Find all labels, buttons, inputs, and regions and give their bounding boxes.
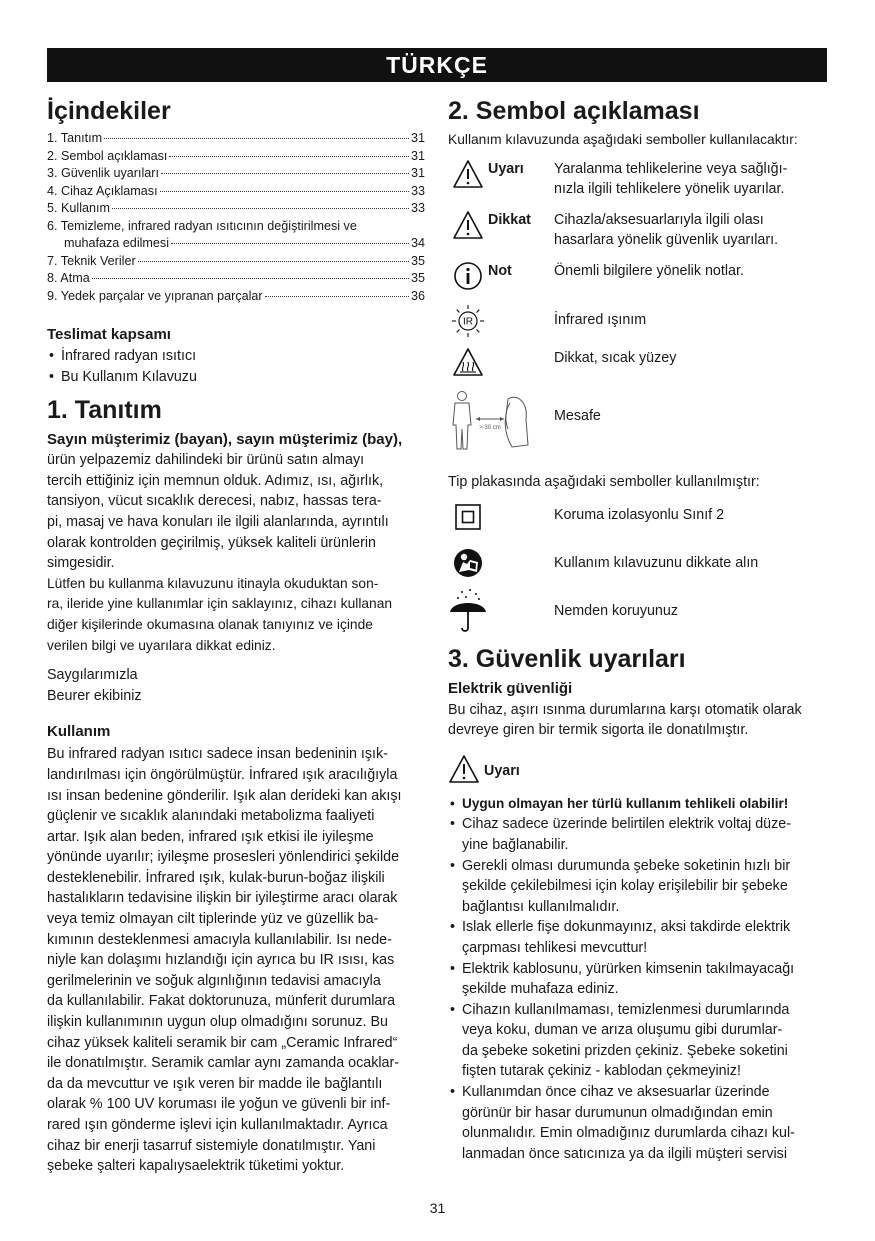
warning-triangle-icon xyxy=(448,754,484,789)
contents-title: İçindekiler xyxy=(47,97,171,125)
text-line: kımının desteklenmesi amacıyla kullanılabilir. Isı nede- xyxy=(47,931,392,948)
caution-triangle-icon xyxy=(448,210,488,240)
text-line: cihaz yüksek kaliteli seramik bir cam „Ceramic Infrared“ xyxy=(47,1034,398,1051)
text-line: şekilde muhafaza ediniz. xyxy=(462,981,619,998)
closing-line: Saygılarımızla xyxy=(47,667,138,684)
toc-leader xyxy=(161,173,409,174)
toc-label: 7. Teknik Veriler xyxy=(47,253,136,268)
plate-intro: Tip plakasında aşağıdaki semboller kullanılmıştır: xyxy=(448,473,760,490)
hot-surface-icon xyxy=(448,345,488,379)
safety-bullet xyxy=(448,1000,828,1082)
svg-text:IR: IR xyxy=(463,316,473,328)
text-line: görünür bir hasar durumunun olmadığından emin xyxy=(462,1104,773,1121)
text-line: yönünde uyarılır; iyileşme prosesleri yönlendirici şekilde xyxy=(47,849,400,866)
warning-label: Uyarı xyxy=(484,763,520,780)
toc-leader xyxy=(171,243,409,244)
toc-entry[interactable] xyxy=(47,130,425,148)
text-line: ürün yelpazemiz dahilindeki bir ürünü satın almayı xyxy=(47,452,365,469)
text-line: ra, ileride yine kullanımlar için saklayınız, cihazı kullanan xyxy=(47,596,393,612)
text-line: verilen bilgi ve uyarılara dikkat ediniz. xyxy=(47,637,276,653)
safety-bullet xyxy=(448,794,828,815)
toc-leader xyxy=(104,138,409,139)
symbol-row xyxy=(448,261,828,291)
delivery-item: • Bu Kullanım Kılavuzu xyxy=(47,367,425,388)
text-line: şekilde çekilebilmesi için kolay erişilebilir bir şebeke xyxy=(462,878,788,895)
table-of-contents xyxy=(47,130,425,305)
page-number: 31 xyxy=(429,1200,446,1216)
toc-label: 2. Sembol açıklaması xyxy=(47,148,168,163)
language-banner: TÜRKÇE xyxy=(47,48,827,82)
plate-symbol-description: Kullanım kılavuzunu dikkate alın xyxy=(554,554,759,571)
text-line: fişten tutarak çekiniz - kablodan çekmeyiniz! xyxy=(462,1063,741,1080)
safety-bullet xyxy=(448,959,828,1000)
toc-label: 9. Yedek parçalar ve yıpranan parçalar xyxy=(47,288,263,303)
toc-page: 33 xyxy=(410,183,425,198)
text-line: çarpması tehlikesi mevcuttur! xyxy=(462,939,648,956)
toc-entry[interactable] xyxy=(47,270,425,288)
toc-entry[interactable] xyxy=(47,148,425,166)
toc-label: 4. Cihaz Açıklaması xyxy=(47,183,158,198)
text-line: Lütfen bu kullanma kılavuzunu itinayla okuduktan son- xyxy=(47,575,379,591)
text-line: yine bağlanabilir. xyxy=(462,836,569,853)
toc-entry[interactable] xyxy=(47,165,425,183)
symbol-row xyxy=(448,159,828,200)
toc-entry[interactable] xyxy=(47,288,425,306)
plate-symbol-description: Koruma izolasyonlu Sınıf 2 xyxy=(554,506,725,523)
intro-title: 1. Tanıtım xyxy=(47,396,162,425)
intro-paragraph xyxy=(47,574,425,656)
text-line: bağlantısı kullanılmalıdır. xyxy=(462,898,620,915)
text-line: olunmalıdır. Emin olmadığınız durumlarda cihazı kul- xyxy=(462,1125,795,1142)
symbol-row xyxy=(448,303,828,339)
toc-entry[interactable] xyxy=(47,253,425,271)
text-line: tercih ettiğiniz için memnun olduk. Adımız, ısı, ağırlık, xyxy=(47,472,384,489)
symbol-label: Not xyxy=(488,262,512,279)
toc-page: 35 xyxy=(410,253,425,268)
infrared-radiation-icon xyxy=(448,303,488,339)
text-line: artar. Işık alan beden, infrared ışık etkisi ile iyileşme xyxy=(47,828,374,845)
text-line: ısı insan bedenine gönderilir. Işık alan derideki kan akışı xyxy=(47,787,402,804)
text-line: da kullanılabilir. Fakat doktorunuza, münferit durumlara xyxy=(47,993,396,1010)
symbol-description: Önemli bilgilere yönelik notlar. xyxy=(554,262,744,279)
toc-label: 3. Güvenlik uyarıları xyxy=(47,166,159,180)
usage-title: Kullanım xyxy=(47,723,111,741)
text-line: • Cihazın kullanılmaması, temizlenmesi durumlarında xyxy=(462,1001,790,1018)
warning-triangle-icon xyxy=(448,159,488,189)
toc-label: muhafaza edilmesi xyxy=(64,236,169,250)
plate-symbol-description: Nemden koruyunuz xyxy=(554,602,678,619)
safety-title: 3. Güvenlik uyarıları xyxy=(448,644,686,673)
text-line: Bu infrared radyan ısıtıcı sadece insan bedeninin ışık- xyxy=(47,746,388,763)
text-line: güçlenir ve sıcaklık alanındaki metabolizma faaliyeti xyxy=(47,808,375,825)
info-icon xyxy=(448,261,488,291)
text-line: olarak kontrolden geçirilmiş, yüksek kaliteli ürünlerin xyxy=(47,534,376,551)
text-line: desteklenebilir. İnfrared ışık, kulak-burun-boğaz ilişkili xyxy=(47,869,385,886)
symbols-title: 2. Sembol açıklaması xyxy=(448,97,700,125)
symbol-row xyxy=(448,389,828,458)
safety-bullet xyxy=(448,856,828,918)
symbol-label: Dikkat xyxy=(488,211,531,228)
symbol-description: Dikkat, sıcak yüzey xyxy=(554,349,677,366)
symbol-description: Mesafe xyxy=(554,407,601,424)
text-line: • Gerekli olması durumunda şebeke soketinin hızlı bir xyxy=(462,857,791,874)
text-line: tansiyon, vücut sıcaklık derecesi, nabız, hassas tera- xyxy=(47,493,382,510)
text-line: devreye giren bir termik sigorta ile donatılmıştır. xyxy=(448,722,749,739)
closing-signature: Beurer ekibiniz xyxy=(47,687,142,704)
text-line: ile donatılmıştır. Seramik camlar aynı zamanda ocaklar- xyxy=(47,1055,399,1072)
toc-entry[interactable] xyxy=(47,218,425,236)
text-line: ilişkin kullanımının uygun olup olmadığını sorunuz. Bu xyxy=(47,1014,388,1031)
text-line: pi, masaj ve hava konuları ile ilgili alanlarında, ayrıntılı xyxy=(47,513,389,530)
toc-label: 5. Kullanım xyxy=(47,201,110,215)
toc-entry[interactable] xyxy=(47,183,425,201)
text-line: • Elektrik kablosunu, yürürken kimsenin takılmayacağı xyxy=(462,960,795,977)
symbol-description: İnfrared ışınım xyxy=(554,311,647,328)
text-line: niyle kan dolaşımı hızlandığı için ayrıca bu IR ısısı, kas xyxy=(47,952,395,969)
toc-leader xyxy=(112,208,409,209)
safety-intro xyxy=(448,700,828,741)
symbols-intro: Kullanım kılavuzunda aşağıdaki semboller kullanılacaktır: xyxy=(448,132,798,147)
text-line: diğer kişilerinde okumasına olanak tanıyınız ve içinde xyxy=(47,616,373,632)
symbol-description: Cihazla/aksesuarlarıyla ilgili olası hasarlara yönelik güvenlik uyarıları. xyxy=(554,211,779,249)
text-line: veya koku, duman ve arıza oluşumu gibi durumlar- xyxy=(462,1022,783,1039)
text-line: • Uygun olmayan her türlü kullanım tehlikeli olabilir! xyxy=(462,795,789,811)
toc-page: 35 xyxy=(410,271,425,285)
safety-subtitle: Elektrik güvenliği xyxy=(448,679,573,697)
toc-label: 6. Temizleme, infrared radyan ısıtıcının değiştirilmesi ve xyxy=(47,218,357,233)
delivery-list xyxy=(47,346,425,387)
toc-label: 8. Atma xyxy=(47,271,90,285)
text-line: lanmadan önce satıcınıza ya da ilgili müşteri servisi xyxy=(462,1145,788,1162)
delivery-item: • İnfrared radyan ısıtıcı xyxy=(47,346,425,367)
text-line: simgesidir. xyxy=(47,555,115,572)
text-line: Bu cihaz, aşırı ısınma durumlarına karşı otomatik olarak xyxy=(448,701,802,718)
symbol-row xyxy=(448,210,828,251)
distance-icon xyxy=(448,389,554,458)
toc-label: 1. Tanıtım xyxy=(47,131,103,145)
plate-symbol-row xyxy=(448,503,828,531)
warning-heading xyxy=(448,754,828,789)
plate-symbol-row xyxy=(448,588,828,634)
toc-entry-continuation[interactable] xyxy=(47,235,425,253)
text-line: hastalıkların tedavisine ilişkin bir iyileştirme aracı olarak xyxy=(47,890,398,907)
toc-page: 31 xyxy=(410,148,425,163)
toc-entry[interactable] xyxy=(47,200,425,218)
delivery-title: Teslimat kapsamı xyxy=(47,326,171,343)
text-line: • Islak ellerle fişe dokunmayınız, aksi takdirde elektrik xyxy=(462,919,791,936)
text-line: da da mevcuttur ve ışık veren bir madde ile bağlantılı xyxy=(47,1075,383,1092)
umbrella-rain-icon xyxy=(448,588,488,634)
text-line: veya temiz olmayan cilt tiplerinde yüz ve güzellik ba- xyxy=(47,911,379,928)
right-column xyxy=(448,90,828,1164)
usage-paragraph xyxy=(47,744,425,1176)
text-line: şebeke şalteri kapalıysaelektrik tüketimi yoktur. xyxy=(47,1158,345,1175)
text-line: cihaz bir enerji tasarruf sistemiyle donatılmıştır. Yani xyxy=(47,1137,376,1154)
class2-insulation-icon xyxy=(448,503,488,531)
svg-text:> 30 cm: > 30 cm xyxy=(479,424,501,431)
toc-leader xyxy=(92,278,409,279)
left-column xyxy=(47,90,425,1177)
symbol-label: Uyarı xyxy=(488,160,524,177)
toc-page: 36 xyxy=(410,288,425,303)
text-line: gerilmelerinin ve soğuk algınlığının tedavisi amacıyla xyxy=(47,972,381,989)
symbol-description: Yaralanma tehlikelerine veya sağlığı- nızla ilgili tehlikelere yönelik uyarılar. xyxy=(554,160,788,198)
toc-page: 31 xyxy=(410,166,425,180)
safety-bullet-list xyxy=(448,794,828,1165)
toc-page: 33 xyxy=(410,201,425,215)
text-line: landırılması için öngörülmüştür. İnfrared ışık aracılığıyla xyxy=(47,766,398,783)
intro-greeting: Sayın müşterimiz (bayan), sayın müşterimiz (bay), xyxy=(47,431,403,449)
intro-paragraph xyxy=(47,450,425,574)
text-line: • Cihaz sadece üzerinde belirtilen elektrik voltaj düze- xyxy=(462,816,791,833)
toc-page: 34 xyxy=(410,236,425,250)
toc-leader xyxy=(169,156,409,157)
safety-bullet xyxy=(448,814,828,855)
safety-bullet xyxy=(448,1082,828,1164)
text-line: rared ışın gönderme işlevi için kullanılmaktadır. Ayrıca xyxy=(47,1117,388,1133)
safety-bullet xyxy=(448,917,828,958)
text-line: • Kullanımdan önce cihaz ve aksesuarlar üzerinde xyxy=(462,1084,770,1101)
plate-symbol-row xyxy=(448,548,828,578)
text-line: olarak % 100 UV koruması ile yoğun ve güvenli bir inf- xyxy=(47,1096,391,1113)
text-line: da şebeke soketini prizden çekiniz. Şebeke soketini xyxy=(462,1042,788,1059)
toc-page: 31 xyxy=(410,131,425,145)
symbol-row xyxy=(448,345,828,379)
toc-leader xyxy=(138,261,409,262)
read-manual-icon xyxy=(448,548,488,578)
toc-leader xyxy=(265,296,409,297)
toc-leader xyxy=(160,191,409,192)
